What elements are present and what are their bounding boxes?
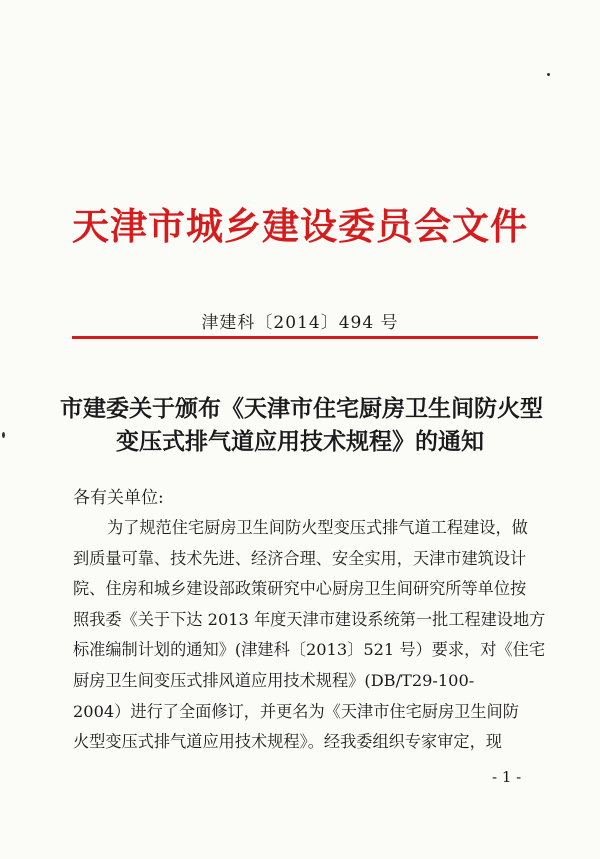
red-divider-rule xyxy=(72,336,538,339)
body-line: 标准编制计划的通知》(津建科〔2013〕521 号）要求，对《住宅 xyxy=(73,640,546,660)
body-line: 火型变压式排气道应用技术规程》。经我委组织专家审定，现 xyxy=(73,732,502,752)
body-line: 到质量可靠、技术先进、经济合理、安全实用，天津市建筑设计 xyxy=(73,548,527,568)
body-line: 院、住房和城乡建设部政策研究中心厨房卫生间研究所等单位按 xyxy=(73,579,527,599)
scan-speck xyxy=(2,432,5,438)
issuer-title: 天津市城乡建设委员会文件 xyxy=(72,204,528,248)
body-line: 为了规范住宅厨房卫生间防火型变压式排气道工程建设，做 xyxy=(107,518,528,537)
scan-speck xyxy=(547,73,550,76)
body-text xyxy=(73,513,546,758)
notice-title-line-1: 市建委关于颁布《天津市住宅厨房卫生间防火型 xyxy=(60,395,543,422)
body-line: 照我委《关于下达 2013 年度天津市建设系统第一批工程建设地方 xyxy=(73,609,546,629)
document-number: 津建科〔2014〕494 号 xyxy=(201,313,399,333)
body-line: 2004）进行了全面修订，并更名为《天津市住宅厨房卫生间防 xyxy=(73,701,519,721)
notice-title-line-2: 变压式排气道应用技术规程》的通知 xyxy=(116,428,484,455)
page-number: - 1 - xyxy=(492,768,522,786)
salutation: 各有关单位: xyxy=(73,488,164,508)
notice-title xyxy=(60,392,543,458)
body-line: 厨房卫生间变压式排风道应用技术规程》(DB/T29-100- xyxy=(73,670,475,690)
